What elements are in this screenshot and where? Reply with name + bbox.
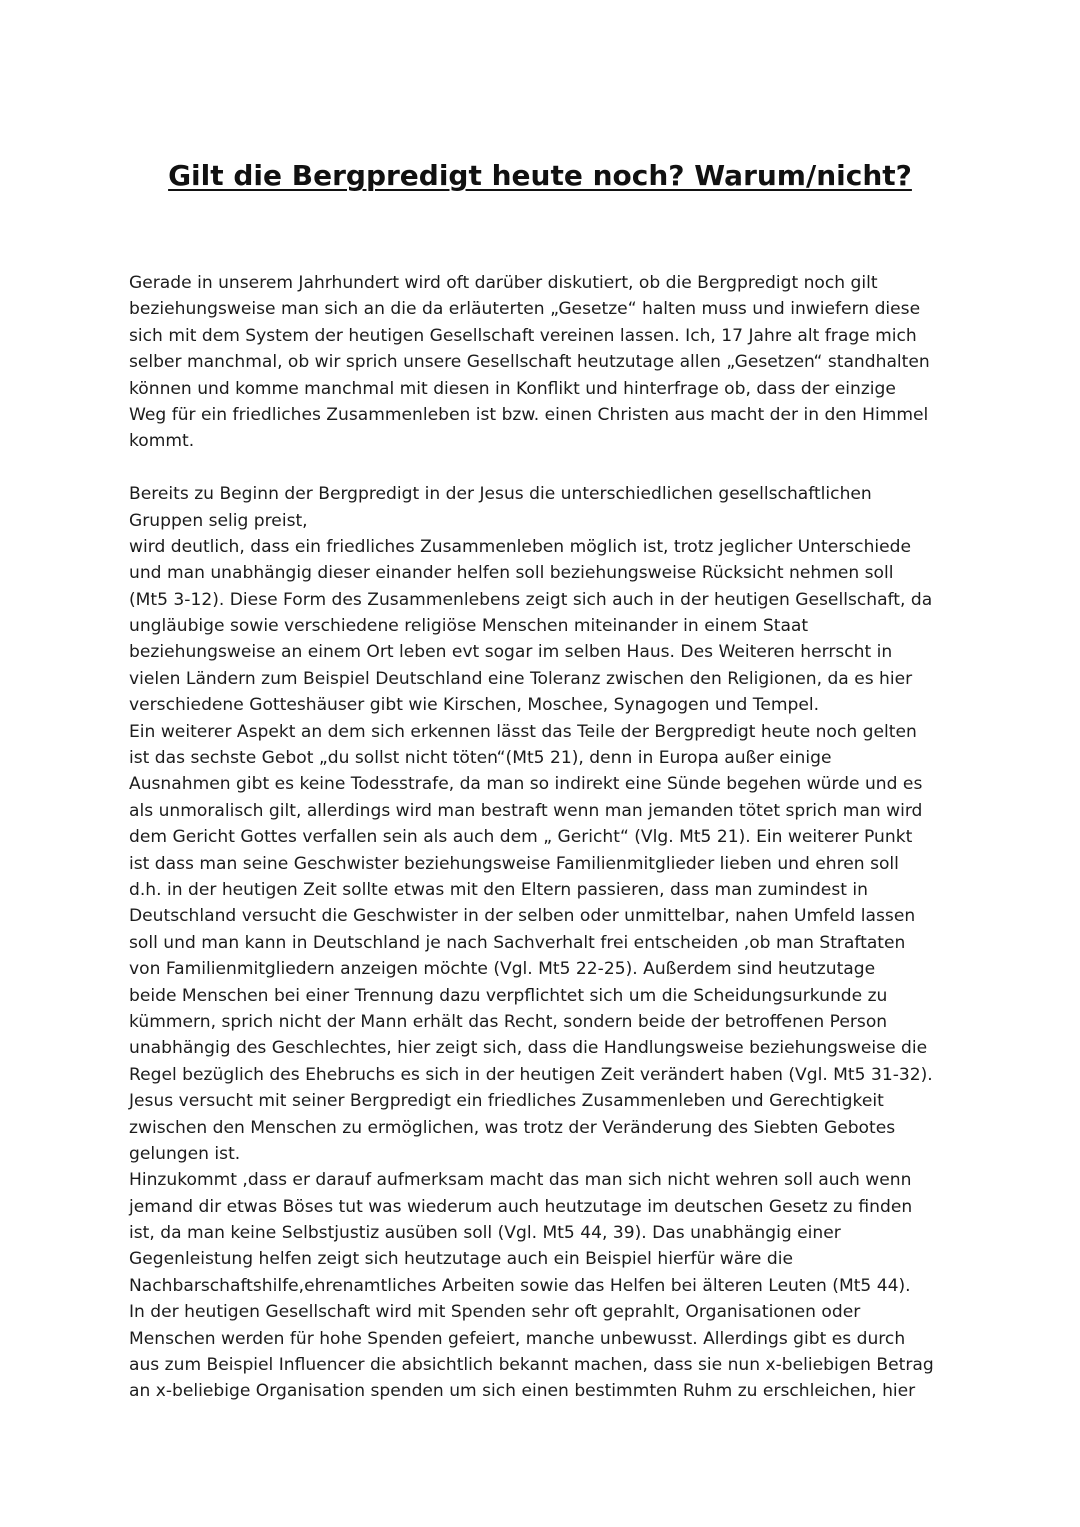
text-line: ungläubige sowie verschiedene religiöse Menschen miteinander in einem Staat [129,616,809,637]
text-line: d.h. in der heutigen Zeit sollte etwas mit den Eltern passieren, dass man zumindest in [129,879,868,900]
text-line: ist, da man keine Selbstjustiz ausüben soll (Vgl. Mt5 44, 39). Das unabhängig einer [129,1223,841,1244]
text-line: an x-beliebige Organisation spenden um sich einen bestimmten Ruhm zu erschleichen, hier [129,1381,916,1402]
text-line: beziehungsweise an einem Ort leben evt sogar im selben Haus. Des Weiteren herrscht in [129,642,893,663]
text-line: und man unabhängig dieser einander helfen soll beziehungsweise Rücksicht nehmen soll [129,563,894,584]
text-line: verschiedene Gotteshäuser gibt wie Kirschen, Moschee, Synagogen und Tempel. [129,695,820,716]
text-line: kümmern, sprich nicht der Mann erhält das Recht, sondern beide der betroffenen Person [129,1011,888,1032]
text-line: können und komme manchmal mit diesen in Konflikt und hinterfrage ob, dass der einzige [129,378,896,399]
text-line: Menschen werden für hohe Spenden gefeiert, manche unbewusst. Allerdings gibt es durch [129,1328,906,1349]
text-line: Ausnahmen gibt es keine Todesstrafe, da man so indirekt eine Sünde begehen würde und es [129,774,923,795]
text-line: zwischen den Menschen zu ermöglichen, was trotz der Veränderung des Siebten Gebotes [129,1117,896,1138]
text-line: (Mt5 3-12). Diese Form des Zusammenlebens zeigt sich auch in der heutigen Gesellschaft, da [129,589,933,610]
text-line: Gruppen selig preist, [129,510,308,531]
text-line: selber manchmal, ob wir sprich unsere Gesellschaft heutzutage allen „Gesetzen“ standhalten [129,352,930,373]
text-line: vielen Ländern zum Beispiel Deutschland eine Toleranz zwischen den Religionen, da es hier [129,668,913,689]
text-line: Jesus versucht mit seiner Bergpredigt ein friedliches Zusammenleben und Gerechtigkeit [129,1091,884,1112]
text-line: jemand dir etwas Böses tut was wiederum auch heutzutage im deutschen Gesetz zu finden [129,1196,913,1217]
paragraph-intro [129,270,1009,455]
text-line: Gegenleistung helfen zeigt sich heutzutage auch ein Beispiel hierfür wäre die [129,1249,793,1270]
document-title: Gilt die Bergpredigt heute noch? Warum/nicht? [168,159,912,192]
text-line: Hinzukommt ,dass er darauf aufmerksam macht das man sich nicht wehren soll auch wenn [129,1170,912,1191]
text-line: Gerade in unserem Jahrhundert wird oft darüber diskutiert, ob die Bergpredigt noch gilt [129,273,878,293]
text-line: In der heutigen Gesellschaft wird mit Spenden sehr oft geprahlt, Organisationen oder [129,1302,861,1323]
text-line: als unmoralisch gilt, allerdings wird man bestraft wenn man jemanden tötet sprich man wird [129,800,923,821]
text-line: von Familienmitgliedern anzeigen möchte (Vgl. Mt5 22-25). Außerdem sind heutzutage [129,959,876,980]
text-line: Deutschland versucht die Geschwister in der selben oder unmittelbar, nahen Umfeld lassen [129,906,916,927]
text-line: sich mit dem System der heutigen Gesellschaft vereinen lassen. Ich, 17 Jahre alt frage mich [129,325,917,346]
text-line: Regel bezüglich des Ehebruchs es sich in der heutigen Zeit verändert haben (Vgl. Mt5 31-32). [129,1064,933,1085]
text-line: beide Menschen bei einer Trennung dazu verpflichtet sich um die Scheidungsurkunde zu [129,985,888,1006]
paragraph-main [129,481,1009,1405]
paragraph-gap [129,455,1009,481]
text-line: Nachbarschaftshilfe,ehrenamtliches Arbeiten sowie das Helfen bei älteren Leuten (Mt5 44). [129,1275,911,1296]
text-line: aus zum Beispiel Influencer die absichtlich bekannt machen, dass sie nun x-beliebigen Betrag [129,1355,934,1376]
document-body [129,270,1009,1405]
text-line: Weg für ein friedliches Zusammenleben ist bzw. einen Christen aus macht der in den Himmel [129,404,929,425]
text-line: dem Gericht Gottes verfallen sein als auch dem „ Gericht“ (Vlg. Mt5 21). Ein weiterer Punkt [129,827,913,848]
text-line: soll und man kann in Deutschland je nach Sachverhalt frei entscheiden ,ob man Straftaten [129,932,906,953]
text-line: kommt. [129,431,195,452]
text-line: gelungen ist. [129,1143,241,1164]
text-line: Ein weiterer Aspekt an dem sich erkennen lässt das Teile der Bergpredigt heute noch gelten [129,721,917,742]
text-line: ist das sechste Gebot „du sollst nicht töten“(Mt5 21), denn in Europa außer einige [129,748,832,769]
text-line: wird deutlich, dass ein friedliches Zusammenleben möglich ist, trotz jeglicher Unterschiede [129,536,912,557]
text-line: beziehungsweise man sich an die da erläuterten „Gesetze“ halten muss und inwiefern diese [129,299,921,320]
text-line: unabhängig des Geschlechtes, hier zeigt sich, dass die Handlungsweise beziehungsweise die [129,1038,928,1059]
text-line: ist dass man seine Geschwister beziehungsweise Familienmitglieder lieben und ehren soll [129,853,899,874]
text-line: Bereits zu Beginn der Bergpredigt in der Jesus die unterschiedlichen gesellschaftlichen [129,484,872,505]
